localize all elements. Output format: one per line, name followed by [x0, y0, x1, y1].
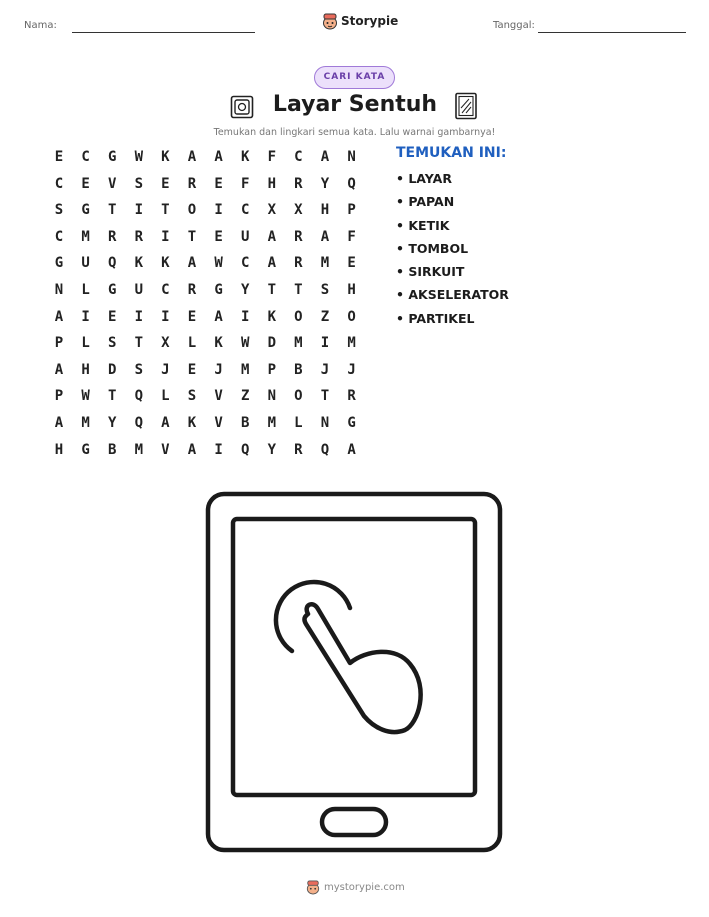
- grid-letter[interactable]: W: [81, 388, 90, 405]
- grid-letter[interactable]: C: [54, 175, 64, 192]
- word-item: • KETIK: [396, 217, 450, 233]
- word-item: • TOMBOL: [396, 240, 469, 256]
- grid-letter[interactable]: G: [81, 202, 90, 219]
- grid-letter[interactable]: A: [187, 255, 197, 272]
- grid-letter[interactable]: N: [267, 388, 277, 405]
- grid-letter[interactable]: L: [294, 415, 303, 431]
- grid-letter[interactable]: A: [161, 415, 170, 431]
- grid-letter[interactable]: A: [187, 149, 197, 165]
- grid-letter[interactable]: E: [81, 175, 90, 192]
- grid-letter[interactable]: A: [214, 308, 223, 325]
- grid-letter[interactable]: E: [214, 228, 223, 245]
- grid-letter[interactable]: T: [134, 335, 144, 352]
- grid-letter[interactable]: R: [347, 388, 356, 405]
- grid-letter[interactable]: E: [107, 308, 117, 325]
- grid-letter[interactable]: T: [161, 202, 170, 219]
- grid-letter[interactable]: O: [294, 388, 303, 405]
- grid-letter[interactable]: K: [161, 255, 170, 272]
- grid-letter[interactable]: I: [134, 308, 144, 325]
- grid-letter[interactable]: N: [320, 415, 330, 431]
- touchscreen-icon: [230, 95, 254, 119]
- grid-letter[interactable]: I: [134, 202, 144, 219]
- grid-letter[interactable]: P: [267, 361, 277, 378]
- grid-letter[interactable]: Q: [320, 441, 330, 458]
- brand-logo: [322, 12, 398, 30]
- grid-letter[interactable]: I: [214, 202, 223, 219]
- grid-letter[interactable]: T: [107, 202, 117, 219]
- grid-letter[interactable]: G: [107, 149, 117, 165]
- grid-letter[interactable]: C: [161, 282, 170, 298]
- grid-letter[interactable]: K: [267, 308, 277, 325]
- grid-letter[interactable]: S: [320, 282, 330, 298]
- grid-letter[interactable]: T: [107, 388, 117, 405]
- footer: [306, 879, 405, 895]
- grid-letter[interactable]: G: [347, 415, 356, 431]
- grid-letter[interactable]: M: [294, 335, 303, 352]
- grid-letter[interactable]: X: [267, 202, 277, 219]
- grid-letter[interactable]: Z: [320, 308, 330, 325]
- grid-letter[interactable]: G: [81, 441, 90, 458]
- grid-letter[interactable]: B: [294, 361, 303, 378]
- grid-letter[interactable]: H: [347, 282, 356, 298]
- grid-letter[interactable]: R: [294, 228, 303, 245]
- word-list-title: TEMUKAN INI:: [396, 145, 507, 161]
- grid-letter[interactable]: A: [54, 415, 64, 431]
- grid-letter[interactable]: D: [107, 361, 117, 378]
- screen-glass-icon: [454, 92, 478, 120]
- grid-letter[interactable]: A: [54, 308, 64, 325]
- grid-letter[interactable]: U: [134, 282, 144, 298]
- grid-letter[interactable]: L: [161, 388, 170, 405]
- grid-letter[interactable]: L: [81, 282, 90, 298]
- grid-letter[interactable]: R: [187, 175, 197, 192]
- grid-letter[interactable]: C: [54, 228, 64, 245]
- grid-letter[interactable]: M: [81, 228, 90, 245]
- grid-letter[interactable]: H: [54, 441, 64, 458]
- grid-letter[interactable]: M: [267, 415, 277, 431]
- grid-letter[interactable]: T: [187, 228, 197, 245]
- grid-letter[interactable]: A: [187, 441, 197, 458]
- name-label: Nama:: [24, 20, 57, 31]
- grid-letter[interactable]: H: [81, 361, 90, 378]
- storypie-mascot-icon: [306, 879, 320, 895]
- grid-letter[interactable]: T: [320, 388, 330, 405]
- grid-letter[interactable]: C: [81, 149, 90, 165]
- grid-letter[interactable]: F: [240, 175, 250, 192]
- grid-letter[interactable]: E: [214, 175, 223, 192]
- grid-letter[interactable]: S: [134, 175, 144, 192]
- grid-letter[interactable]: Q: [347, 175, 356, 192]
- grid-letter[interactable]: E: [187, 361, 197, 378]
- grid-letter[interactable]: L: [81, 335, 90, 352]
- grid-letter[interactable]: A: [320, 149, 330, 165]
- page-title: Layar Sentuh: [272, 92, 438, 117]
- grid-letter[interactable]: M: [134, 441, 144, 458]
- grid-letter[interactable]: X: [294, 202, 303, 219]
- grid-letter[interactable]: U: [240, 228, 250, 245]
- footer-url[interactable]: mystorypie.com: [324, 881, 405, 893]
- grid-letter[interactable]: L: [187, 335, 197, 352]
- grid-letter[interactable]: E: [54, 149, 64, 165]
- grid-letter[interactable]: O: [347, 308, 356, 325]
- grid-letter[interactable]: J: [347, 361, 356, 378]
- grid-letter[interactable]: G: [54, 255, 64, 272]
- grid-letter[interactable]: S: [54, 202, 64, 219]
- grid-letter[interactable]: I: [240, 308, 250, 325]
- grid-letter[interactable]: A: [347, 441, 356, 458]
- grid-letter[interactable]: T: [267, 282, 277, 298]
- grid-letter[interactable]: R: [294, 255, 303, 272]
- word-item: • SIRKUIT: [396, 264, 465, 280]
- grid-letter[interactable]: J: [320, 361, 330, 378]
- grid-letter[interactable]: Q: [107, 255, 117, 272]
- grid-letter[interactable]: A: [267, 255, 277, 272]
- grid-letter[interactable]: N: [54, 282, 64, 298]
- grid-letter[interactable]: J: [161, 361, 170, 378]
- grid-letter[interactable]: A: [320, 228, 330, 245]
- grid-letter[interactable]: V: [107, 175, 117, 192]
- grid-letter[interactable]: S: [187, 388, 197, 405]
- grid-letter[interactable]: U: [81, 255, 90, 272]
- grid-letter[interactable]: C: [240, 202, 250, 219]
- grid-letter[interactable]: S: [107, 335, 117, 352]
- storypie-mascot-icon: [322, 12, 338, 30]
- grid-letter[interactable]: R: [187, 282, 197, 298]
- grid-letter[interactable]: Z: [240, 388, 250, 405]
- grid-letter[interactable]: Q: [134, 415, 144, 431]
- grid-letter[interactable]: R: [107, 228, 117, 245]
- grid-letter[interactable]: P: [347, 202, 356, 219]
- grid-letter[interactable]: D: [267, 335, 277, 352]
- grid-letter[interactable]: H: [267, 175, 277, 192]
- grid-letter[interactable]: W: [240, 335, 250, 352]
- grid-letter[interactable]: M: [320, 255, 330, 272]
- grid-letter[interactable]: Y: [320, 175, 330, 192]
- grid-letter[interactable]: A: [214, 149, 223, 165]
- grid-letter[interactable]: C: [240, 255, 250, 272]
- date-line[interactable]: [538, 32, 686, 33]
- grid-letter[interactable]: A: [54, 361, 64, 378]
- grid-letter[interactable]: B: [240, 415, 250, 431]
- word-item: • PAPAN: [396, 194, 455, 210]
- grid-letter[interactable]: R: [294, 175, 303, 192]
- grid-letter[interactable]: K: [214, 335, 223, 352]
- grid-letter[interactable]: I: [320, 335, 330, 352]
- grid-letter[interactable]: A: [267, 228, 277, 245]
- word-item: • LAYAR: [396, 171, 452, 186]
- grid-letter[interactable]: C: [294, 149, 303, 165]
- grid-letter[interactable]: K: [240, 149, 250, 165]
- word-item: • PARTIKEL: [396, 310, 475, 326]
- brand-name: Storypie: [341, 14, 399, 28]
- grid-letter[interactable]: F: [267, 149, 277, 165]
- grid-letter[interactable]: W: [214, 255, 223, 272]
- grid-letter[interactable]: Y: [240, 282, 250, 298]
- grid-letter[interactable]: G: [107, 282, 117, 298]
- name-line[interactable]: [72, 32, 255, 33]
- grid-letter[interactable]: J: [214, 361, 223, 378]
- grid-letter[interactable]: Y: [107, 415, 117, 431]
- grid-letter[interactable]: X: [161, 335, 170, 352]
- grid-letter[interactable]: R: [134, 228, 144, 245]
- grid-letter[interactable]: I: [214, 441, 223, 458]
- grid-letter[interactable]: I: [81, 308, 90, 325]
- grid-letter[interactable]: B: [107, 441, 117, 458]
- grid-letter[interactable]: K: [187, 415, 197, 431]
- grid-letter[interactable]: V: [214, 388, 223, 405]
- grid-letter[interactable]: Q: [134, 388, 144, 405]
- grid-letter[interactable]: R: [294, 441, 303, 458]
- grid-letter[interactable]: G: [214, 282, 223, 298]
- puzzle-type-badge: CARI KATA: [314, 66, 395, 89]
- grid-letter[interactable]: N: [347, 149, 356, 165]
- grid-letter[interactable]: H: [320, 202, 330, 219]
- grid-letter[interactable]: E: [161, 175, 170, 192]
- grid-letter[interactable]: K: [161, 149, 170, 165]
- word-item: • AKSELERATOR: [396, 287, 509, 303]
- grid-letter[interactable]: O: [294, 308, 303, 325]
- grid-letter[interactable]: F: [347, 228, 356, 245]
- word-list: [396, 171, 509, 334]
- grid-letter[interactable]: Q: [240, 441, 250, 458]
- grid-letter[interactable]: S: [134, 361, 144, 378]
- grid-letter[interactable]: O: [187, 202, 197, 219]
- grid-letter[interactable]: I: [161, 308, 170, 325]
- grid-letter[interactable]: E: [187, 308, 197, 325]
- grid-letter[interactable]: E: [347, 255, 356, 272]
- grid-letter[interactable]: V: [161, 441, 170, 458]
- date-label: Tanggal:: [493, 20, 535, 31]
- grid-letter[interactable]: T: [294, 282, 303, 298]
- grid-letter[interactable]: K: [134, 255, 144, 272]
- grid-letter[interactable]: M: [240, 361, 250, 378]
- grid-letter[interactable]: Y: [267, 441, 277, 458]
- grid-letter[interactable]: V: [214, 415, 223, 431]
- grid-letter[interactable]: P: [54, 388, 64, 405]
- grid-letter[interactable]: M: [347, 335, 356, 352]
- instructions: Temukan dan lingkari semua kata. Lalu warnai gambarnya!: [213, 127, 496, 138]
- tablet-touch-illustration[interactable]: [200, 488, 506, 858]
- grid-letter[interactable]: P: [54, 335, 64, 352]
- grid-letter[interactable]: W: [134, 149, 144, 165]
- grid-letter[interactable]: M: [81, 415, 90, 431]
- grid-letter[interactable]: I: [161, 228, 170, 245]
